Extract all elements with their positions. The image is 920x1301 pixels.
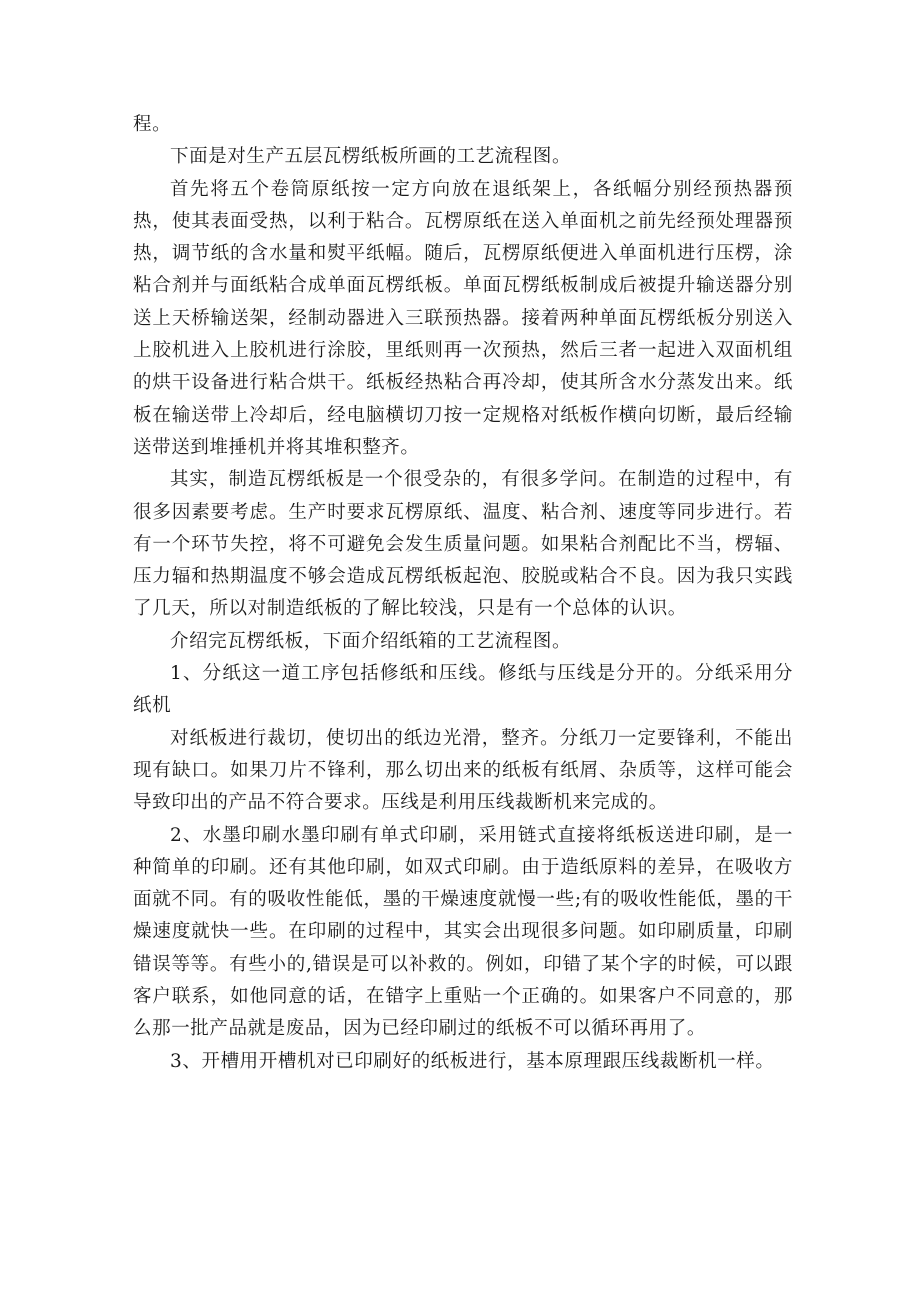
paragraph-step-1: 1、分纸这一道工序包括修纸和压线。修纸与压线是分开的。分纸采用分纸机 (133, 663, 793, 717)
document-body (133, 109, 793, 1078)
paragraph-step-2: 2、水墨印刷水墨印刷有单式印刷，采用链式直接将纸板送进印刷，是一种简单的印刷。还有其他印刷，如双式印刷。由于造纸原料的差异，在吸收方面就不同。有的吸收性能低，墨的干燥速度就慢一些;有的吸收性能低，墨的干燥速度就快一些。在印刷的过程中，其实会出现很多问题。如印刷质量，印刷错误等等。有些小的,错误是可以补救的。例如，印错了某个字的时候，可以跟客户联系，如他同意的话，在错字上重贴一个正确的。如果客户不同意的，那么那一批产品就是废品，因为已经印刷过的纸板不可以循环再用了。 (133, 824, 793, 1040)
paragraph-carton-intro: 介绍完瓦楞纸板，下面介绍纸箱的工艺流程图。 (170, 630, 572, 652)
paragraph-step-3: 3、开槽用开槽机对已印刷好的纸板进行，基本原理跟压线裁断机一样。 (170, 1050, 775, 1072)
paragraph-process-description: 首先将五个卷筒原纸按一定方向放在退纸架上，各纸幅分别经预热器预热，使其表面受热，以利于粘合。瓦楞原纸在送入单面机之前先经预处理器预热，调节纸的含水量和熨平纸幅。随后，瓦楞原纸便进入单面机进行压楞，涂粘合剂并与面纸粘合成单面瓦楞纸板。单面瓦楞纸板制成后被提升输送器分别送上天桥输送架，经制动器进入三联预热器。接着两种单面瓦楞纸板分别送入上胶机进入上胶机进行涂胶，里纸则再一次预热，然后三者一起进入双面机组的烘干设备进行粘合烘干。纸板经热粘合再冷却，使其所含水分蒸发出来。纸板在输送带上冷却后，经电脑横切刀按一定规格对纸板作横向切断，最后经输送带送到堆捶机并将其堆积整齐。 (133, 178, 793, 458)
paragraph-step-1-detail: 对纸板进行裁切，使切出的纸边光滑，整齐。分纸刀一定要锋利，不能出现有缺口。如果刀片不锋利，那么切出来的纸板有纸屑、杂质等，这样可能会导致印出的产品不符合要求。压线是利用压线裁断机来完成的。 (133, 727, 793, 814)
paragraph-intro-five-layer: 下面是对生产五层瓦楞纸板所画的工艺流程图。 (170, 146, 572, 168)
paragraph-reflection: 其实，制造瓦楞纸板是一个很受杂的，有很多学问。在制造的过程中，有很多因素要考虑。生产时要求瓦楞原纸、温度、粘合剂、速度等同步进行。若有一个环节失控，将不可避免会发生质量问题。如果粘合剂配比不当，楞辐、压力辐和热期温度不够会造成瓦楞纸板起泡、胶脱或粘合不良。因为我只实践了几天，所以对制造纸板的了解比较浅，只是有一个总体的认识。 (133, 469, 793, 620)
paragraph-continuation: 程。 (133, 114, 172, 135)
